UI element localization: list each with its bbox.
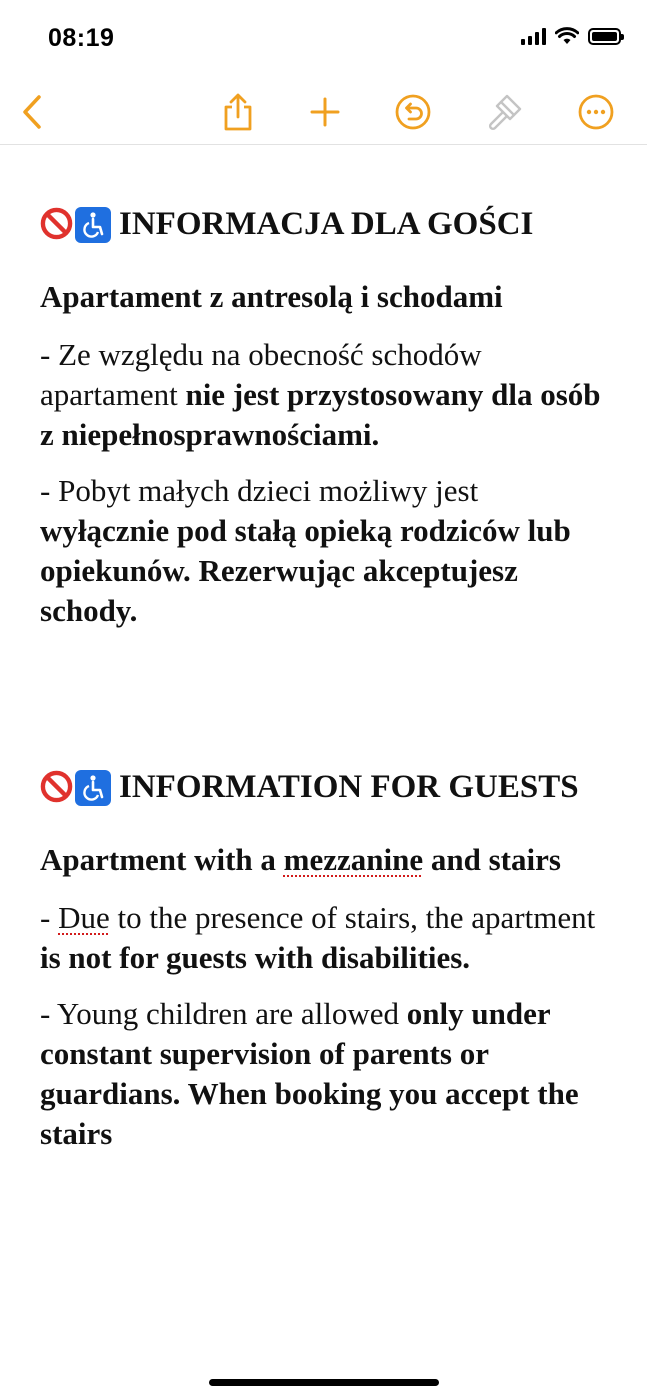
paragraph-pl-2-bold: wyłącznie pod stałą opieką rodziców lub opiekunów. Rezerwując akceptujesz schody.: [40, 513, 571, 628]
heading-emoji-en: [40, 770, 111, 806]
prohibited-icon: [40, 207, 73, 240]
document-body[interactable]: [40, 196, 610, 1154]
wifi-icon: [555, 27, 579, 45]
paragraph-en-2: [40, 994, 610, 1154]
heading-pl: [40, 206, 610, 243]
paragraph-en-1: [40, 898, 610, 978]
more-button[interactable]: [570, 86, 622, 138]
paragraph-en-2-bold: only under constant supervision of parents or guardians. When booking you accept the stairs: [40, 996, 579, 1151]
back-button[interactable]: [6, 86, 58, 138]
undo-icon: [395, 94, 431, 130]
format-brush-button[interactable]: [478, 86, 530, 138]
battery-icon: [588, 28, 621, 45]
wheelchair-icon: [75, 207, 111, 243]
add-button[interactable]: [299, 86, 351, 138]
spellcheck-word-mezzanine[interactable]: mezzanine: [283, 842, 424, 877]
cellular-signal-icon: [521, 28, 546, 45]
back-chevron-icon: [20, 94, 44, 130]
paragraph-pl-1: [40, 335, 610, 455]
status-time: 08:19: [48, 24, 115, 52]
heading-en: [40, 769, 610, 806]
paragraph-pl-2-plain: - Pobyt małych dzieci możliwy jest: [40, 473, 479, 508]
subheading-pl: Apartament z antresolą i schodami: [40, 279, 503, 314]
heading-emoji-pl: [40, 207, 111, 243]
undo-button[interactable]: [387, 86, 439, 138]
status-bar: [0, 0, 647, 80]
paragraph-en-1-dash: -: [40, 900, 59, 935]
home-indicator[interactable]: [209, 1379, 439, 1386]
subheading-en: [40, 840, 610, 880]
paragraph-en-1-plain: to the presence of stairs, the apartment: [109, 900, 596, 935]
format-brush-icon: [485, 93, 523, 131]
paragraph-en-1-bold: is not for guests with disabilities.: [40, 940, 471, 975]
share-icon: [221, 92, 255, 132]
prohibited-icon: [40, 770, 73, 803]
toolbar: [0, 82, 647, 145]
add-icon: [310, 97, 340, 127]
status-icons: [521, 27, 621, 45]
paragraph-pl-2: [40, 471, 610, 631]
subheading-en-b: and stairs: [423, 842, 561, 877]
paragraph-en-2-plain: - Young children are allowed: [40, 996, 407, 1031]
heading-pl-text: INFORMACJA DLA GOŚCI: [119, 206, 534, 242]
more-icon: [578, 94, 614, 130]
paragraph-pl-1-plain: - Ze względu na obecność schodów apartament: [40, 337, 482, 412]
heading-en-text: INFORMATION FOR GUESTS: [119, 769, 579, 805]
paragraph-pl-1-bold: nie jest przystosowany dla osób z niepełnosprawnościami.: [40, 377, 601, 452]
wheelchair-icon: [75, 770, 111, 806]
share-button[interactable]: [212, 86, 264, 138]
subheading-en-a: Apartment with a: [40, 842, 284, 877]
spellcheck-word-due[interactable]: Due: [58, 900, 110, 935]
